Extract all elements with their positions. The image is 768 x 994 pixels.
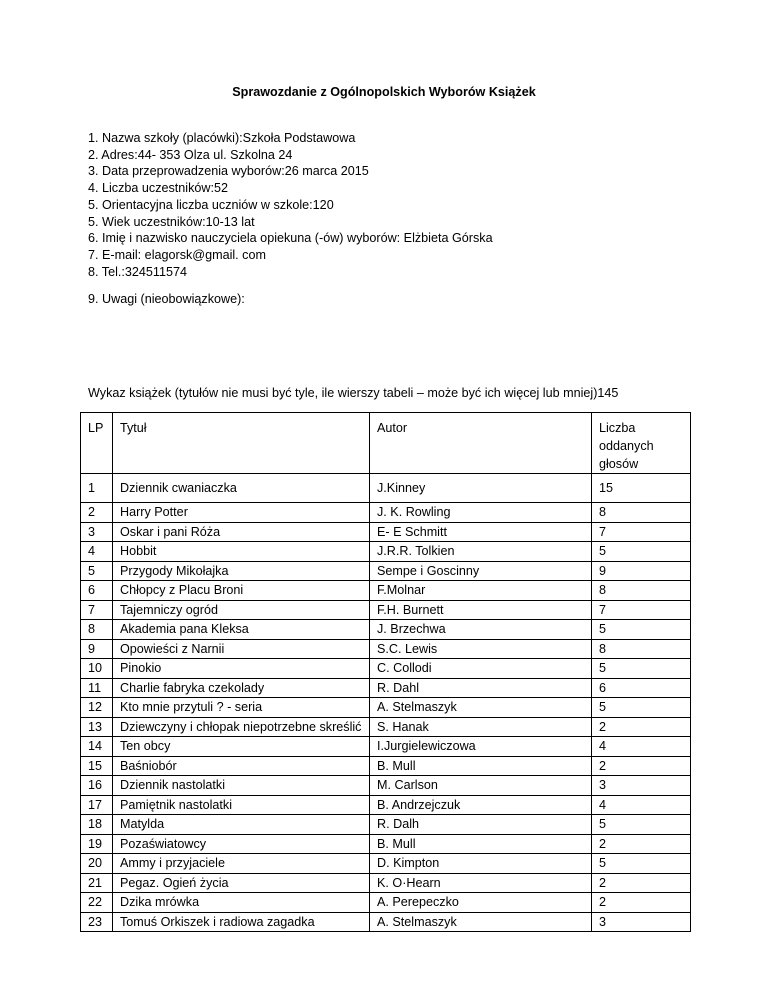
cell-title: Opowieści z Narnii	[113, 639, 370, 659]
header-votes-line3: głosów	[599, 457, 639, 471]
document-title: Sprawozdanie z Ogólnopolskich Wyborów Książek	[232, 85, 536, 99]
cell-author: S. Hanak	[370, 717, 592, 737]
table-row	[81, 639, 691, 659]
info-line-phone: 8. Tel.:324511574	[88, 264, 187, 279]
cell-lp: 3	[81, 522, 113, 542]
cell-lp: 6	[81, 581, 113, 601]
cell-votes: 3	[592, 776, 691, 796]
school-info-list	[88, 130, 493, 280]
cell-lp: 7	[81, 600, 113, 620]
cell-lp: 5	[81, 561, 113, 581]
cell-author: C. Collodi	[370, 659, 592, 679]
table-row	[81, 737, 691, 757]
cell-lp: 4	[81, 542, 113, 562]
cell-votes: 2	[592, 893, 691, 913]
cell-author: J.R.R. Tolkien	[370, 542, 592, 562]
cell-author: Sempe i Goscinny	[370, 561, 592, 581]
cell-title: Hobbit	[113, 542, 370, 562]
cell-votes: 8	[592, 581, 691, 601]
table-row	[81, 776, 691, 796]
cell-author: A. Perepeczko	[370, 893, 592, 913]
header-author: Autor	[370, 413, 592, 474]
cell-lp: 9	[81, 639, 113, 659]
cell-lp: 17	[81, 795, 113, 815]
cell-author: J. K. Rowling	[370, 503, 592, 523]
cell-title: Baśniobór	[113, 756, 370, 776]
cell-author: E- E Schmitt	[370, 522, 592, 542]
cell-title: Pinokio	[113, 659, 370, 679]
cell-votes: 5	[592, 659, 691, 679]
remarks-label: 9. Uwagi (nieobowiązkowe):	[88, 292, 245, 306]
cell-author: F.H. Burnett	[370, 600, 592, 620]
info-line-student-count: 5. Orientacyjna liczba uczniów w szkole:120	[88, 197, 334, 212]
cell-title: Akademia pana Kleksa	[113, 620, 370, 640]
cell-author: A. Stelmaszyk	[370, 912, 592, 932]
cell-lp: 11	[81, 678, 113, 698]
cell-votes: 3	[592, 912, 691, 932]
cell-lp: 16	[81, 776, 113, 796]
cell-lp: 15	[81, 756, 113, 776]
info-line-school-name: 1. Nazwa szkoły (placówki):Szkoła Podstawowa	[88, 131, 356, 145]
cell-votes: 8	[592, 639, 691, 659]
info-line-email: 7. E-mail: elagorsk@gmail. com	[88, 247, 266, 262]
cell-title: Charlie fabryka czekolady	[113, 678, 370, 698]
cell-author: D. Kimpton	[370, 854, 592, 874]
table-intro: Wykaz książek (tytułów nie musi być tyle, ile wierszy tabeli – może być ich więcej lub mniej)145	[88, 386, 619, 400]
cell-title: Pegaz. Ogień życia	[113, 873, 370, 893]
cell-votes: 5	[592, 620, 691, 640]
info-line-teacher: 6. Imię i nazwisko nauczyciela opiekuna (-ów) wyborów: Elżbieta Górska	[88, 231, 493, 246]
cell-lp: 2	[81, 503, 113, 523]
cell-lp: 18	[81, 815, 113, 835]
cell-author: J. Brzechwa	[370, 620, 592, 640]
table-row	[81, 815, 691, 835]
table-row	[81, 873, 691, 893]
cell-author: R. Dahl	[370, 678, 592, 698]
cell-lp: 12	[81, 698, 113, 718]
cell-title: Pamiętnik nastolatki	[113, 795, 370, 815]
table-row	[81, 834, 691, 854]
cell-votes: 5	[592, 854, 691, 874]
cell-votes: 15	[592, 474, 691, 503]
cell-author: I.Jurgielewiczowa	[370, 737, 592, 757]
table-row	[81, 581, 691, 601]
cell-lp: 13	[81, 717, 113, 737]
cell-title: Matylda	[113, 815, 370, 835]
cell-votes: 2	[592, 717, 691, 737]
cell-title: Ammy i przyjaciele	[113, 854, 370, 874]
cell-votes: 5	[592, 542, 691, 562]
cell-votes: 7	[592, 522, 691, 542]
info-line-participant-age: 5. Wiek uczestników:10-13 lat	[88, 214, 255, 229]
cell-title: Tajemniczy ogród	[113, 600, 370, 620]
cell-title: Harry Potter	[113, 503, 370, 523]
cell-lp: 14	[81, 737, 113, 757]
cell-lp: 8	[81, 620, 113, 640]
table-row	[81, 620, 691, 640]
header-lp: LP	[81, 413, 113, 474]
table-header-row	[81, 413, 691, 474]
info-line-participants: 4. Liczba uczestników:52	[88, 181, 229, 196]
table-row	[81, 698, 691, 718]
table-row	[81, 542, 691, 562]
cell-title: Ten obcy	[113, 737, 370, 757]
header-votes-line1: Liczba	[599, 421, 636, 435]
cell-title: Dziennik cwaniaczka	[113, 474, 370, 503]
cell-lp: 1	[81, 474, 113, 503]
cell-author: S.C. Lewis	[370, 639, 592, 659]
table-row	[81, 600, 691, 620]
table-row	[81, 854, 691, 874]
cell-title: Dziewczyny i chłopak niepotrzebne skreślić	[113, 717, 370, 737]
cell-votes: 9	[592, 561, 691, 581]
table-row	[81, 561, 691, 581]
table-row	[81, 522, 691, 542]
cell-lp: 22	[81, 893, 113, 913]
table-row	[81, 717, 691, 737]
info-line-election-date: 3. Data przeprowadzenia wyborów:26 marca 2015	[88, 164, 369, 179]
table-row	[81, 678, 691, 698]
cell-votes: 5	[592, 815, 691, 835]
cell-title: Dzika mrówka	[113, 893, 370, 913]
cell-author: J.Kinney	[370, 474, 592, 503]
cell-votes: 6	[592, 678, 691, 698]
table-row	[81, 659, 691, 679]
cell-title: Oskar i pani Róża	[113, 522, 370, 542]
cell-title: Kto mnie przytuli ? - seria	[113, 698, 370, 718]
cell-votes: 7	[592, 600, 691, 620]
cell-votes: 2	[592, 834, 691, 854]
cell-votes: 4	[592, 795, 691, 815]
cell-title: Dziennik nastolatki	[113, 776, 370, 796]
table-row	[81, 474, 691, 503]
table-row	[81, 893, 691, 913]
cell-lp: 10	[81, 659, 113, 679]
cell-title: Przygody Mikołajka	[113, 561, 370, 581]
table-row	[81, 912, 691, 932]
cell-lp: 19	[81, 834, 113, 854]
table-row	[81, 503, 691, 523]
table-row	[81, 756, 691, 776]
books-table	[80, 412, 691, 932]
cell-author: F.Molnar	[370, 581, 592, 601]
header-votes-line2: oddanych	[599, 439, 654, 453]
cell-author: R. Dalh	[370, 815, 592, 835]
cell-votes: 2	[592, 756, 691, 776]
header-title: Tytuł	[113, 413, 370, 474]
cell-author: A. Stelmaszyk	[370, 698, 592, 718]
cell-author: K. O·Hearn	[370, 873, 592, 893]
header-votes	[592, 413, 691, 474]
cell-title: Tomuś Orkiszek i radiowa zagadka	[113, 912, 370, 932]
cell-title: Pozaświatowcy	[113, 834, 370, 854]
cell-author: M. Carlson	[370, 776, 592, 796]
cell-votes: 2	[592, 873, 691, 893]
cell-author: B. Mull	[370, 756, 592, 776]
info-line-address: 2. Adres:44- 353 Olza ul. Szkolna 24	[88, 147, 293, 162]
table-row	[81, 795, 691, 815]
cell-lp: 20	[81, 854, 113, 874]
cell-lp: 21	[81, 873, 113, 893]
cell-lp: 23	[81, 912, 113, 932]
cell-votes: 8	[592, 503, 691, 523]
cell-title: Chłopcy z Placu Broni	[113, 581, 370, 601]
cell-author: B. Andrzejczuk	[370, 795, 592, 815]
cell-author: B. Mull	[370, 834, 592, 854]
cell-votes: 4	[592, 737, 691, 757]
cell-votes: 5	[592, 698, 691, 718]
